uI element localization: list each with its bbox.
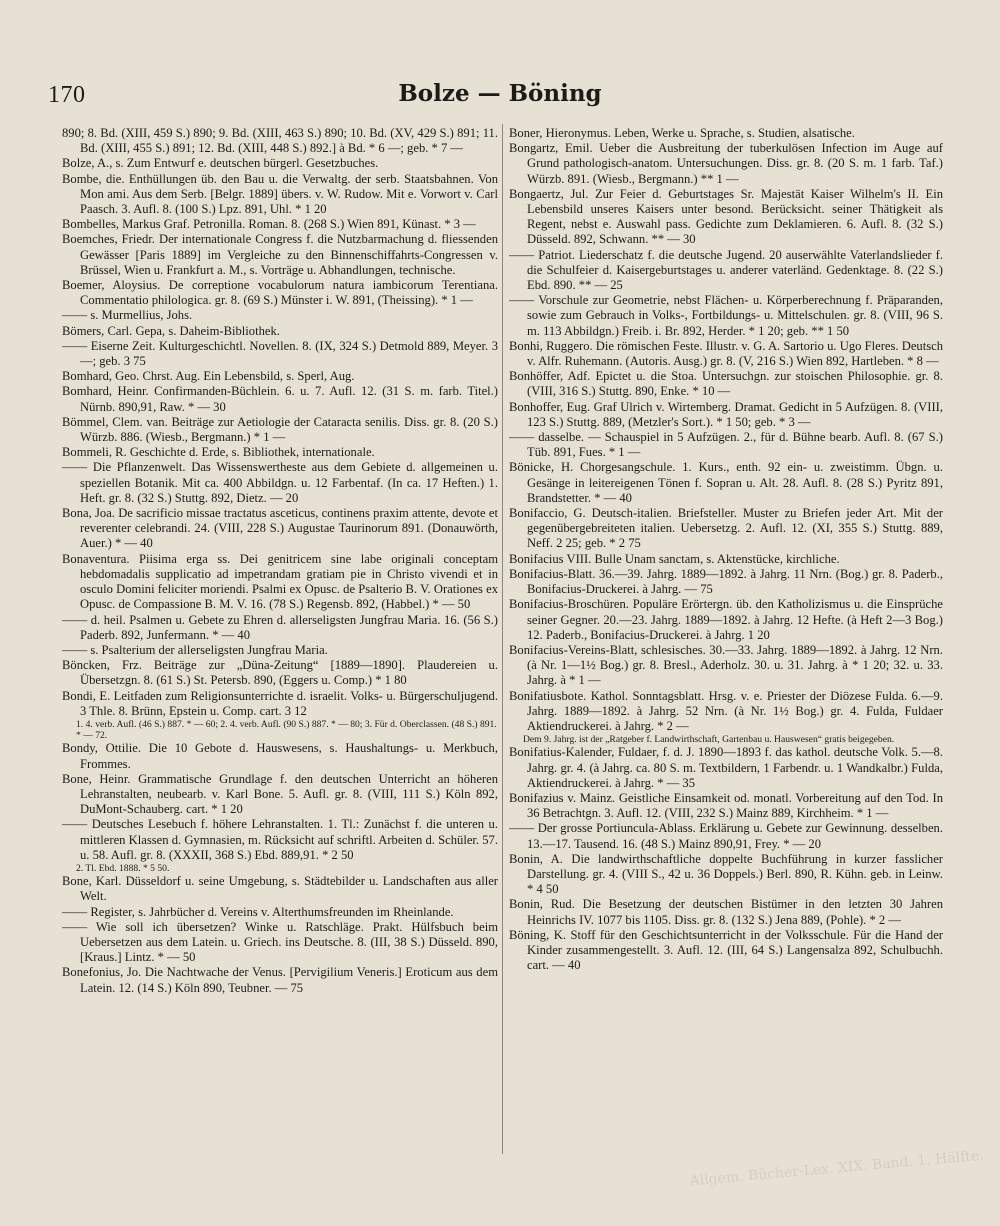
catalog-entry: Bomhard, Geo. Chrst. Aug. Ein Lebensbild, s. Sperl, Aug. [62, 369, 355, 384]
column-divider [502, 124, 503, 1154]
catalog-entry: Boemches, Friedr. Der internationale Congress f. die Nutzbarmachung d. fliessenden Gewässer [Paris 1889] im Vergleiche zu den Binnenschiffahrts-Congressen v. Brüssel, Wien u. Frankfurt a. M., s. Vorträge u. Abhandlungen, technische. [62, 232, 498, 277]
catalog-entry: Böning, K. Stoff für den Geschichtsunterricht in der Volksschule. Für die Hand der Kinder zusammengestellt. 3. Aufl. 12. (III, 64 S.) Langensalza 892, Schulbuchh. cart. — 40 [509, 927, 943, 973]
catalog-entry: Bone, Heinr. Grammatische Grundlage f. den deutschen Unterricht an höheren Lehranstalten, neubearb. v. Karl Bone. 5. Aufl. gr. 8. (VIII, 111 S.) Köln 892, DuMont-Schauberg. cart. * 1 20 [62, 771, 498, 817]
catalog-entry: Bonifatius-Kalender, Fuldaer, f. d. J. 1890—1893 f. das kathol. deutsche Volk. 5.—8. Jahrg. gr. 4. (à Jahrg. ca. 80 S. m. Textbildern, 1 Farbendr. u. 1 Wandkalbr.) Fulda, Aktiendruckerei. à Jahrg. * — 35 [509, 745, 943, 790]
catalog-entry: 890; 8. Bd. (XIII, 459 S.) 890; 9. Bd. (XIII, 463 S.) 890; 10. Bd. (XV, 429 S.) 891; 11. Bd. (XIII, 455 S.) 891; 12. Bd. (XIII, 448 S.) 892.] à Bd. * 6 —; geb. * 7 — [62, 126, 498, 156]
catalog-entry: Bongartz, Emil. Ueber die Ausbreitung der tuberkulösen Infection im Auge auf Grund pathologisch-anatom. Untersuchungen. Diss. gr. 8. (20 S. m. 1 farb. Taf.) Würzb. 891. (Wiesb., Bergmann.) ** 1 — [509, 141, 943, 186]
catalog-entry: —— Register, s. Jahrbücher d. Vereins v. Alterthumsfreunden im Rheinlande. [62, 904, 454, 919]
catalog-entry: —— Vorschule zur Geometrie, nebst Flächen- u. Körperberechnung f. Präparanden, sowie zum Gebrauch in Volks-, Fortbildungs- u. Mittelschulen. gr. 8. (VIII, 96 S. m. 113 Abbildgn.) Freib. i. Br. 892, Herder. * 1 20; geb. ** 1 50 [509, 293, 943, 338]
catalog-entry: Bömmel, Clem. van. Beiträge zur Aetiologie der Cataracta senilis. Diss. gr. 8. (20 S.) Würzb. 886. (Wiesb., Bergmann.) * 1 — [62, 414, 498, 445]
catalog-entry: Bonefonius, Jo. Die Nachtwache der Venus. [Pervigilium Veneris.] Eroticum aus dem Latein. 12. (14 S.) Köln 890, Teubner. — 75 [62, 965, 498, 995]
catalog-entry: —— Die Pflanzenwelt. Das Wissenswertheste aus dem Gebiete d. allgemeinen u. speziellen Botanik. Mit ca. 400 Abbildgn. u. 12 Farbentaf. (In ca. 17 Heften.) 1. Heft. gr. 8. (32 S.) Stuttg. 892, Dietz. — 20 [62, 460, 498, 505]
catalog-entry: Bonhoffer, Eug. Graf Ulrich v. Wirtemberg. Dramat. Gedicht in 5 Aufzügen. 8. (VIII, 123 S.) Stuttg. 889, (Metzler's Sort.). * 1 50; geb. * 3 — [509, 399, 943, 429]
page-header [0, 80, 1000, 116]
catalog-note: Dem 9. Jahrg. ist der „Ratgeber f. Landwirthschaft, Gartenbau u. Hauswesen“ gratis beigegeben. [523, 734, 895, 746]
catalog-entry: —— s. Psalterium der allerseligsten Jungfrau Maria. [62, 642, 328, 657]
catalog-entry: Bönicke, H. Chorgesangschule. 1. Kurs., enth. 92 ein- u. zweistimm. Übgn. u. Gesänge in leitereigenen Tönen f. Sopran u. Alt. 28. Aufl. 8. (28 S.) Pyritz 891, Brandstetter. * — 40 [509, 460, 943, 505]
catalog-entry: Bonin, Rud. Die Besetzung der deutschen Bistümer in den letzten 30 Jahren Heinrichs IV. 1077 bis 1105. Diss. gr. 8. (132 S.) Jena 889, (Pohle). * 2 — [509, 897, 943, 927]
catalog-entry: Bondy, Ottilie. Die 10 Gebote d. Hauswesens, s. Haushaltungs- u. Merkbuch, Frommes. [62, 741, 498, 771]
catalog-entry: —— Deutsches Lesebuch f. höhere Lehranstalten. 1. Tl.: Zunächst f. die unteren u. mittleren Klassen d. Gymnasien, m. Rücksicht auf schriftl. Arbeiten d. Schüler. 57. u. 58. Aufl. gr. 8. (XXXII, 368 S.) Ebd. 889,91. * 2 50 [62, 817, 498, 862]
catalog-entry: —— Wie soll ich übersetzen? Winke u. Ratschläge. Prakt. Hülfsbuch beim Uebersetzen aus dem Latein. u. Griech. ins Deutsche. 8. (III, 38 S.) Düsseld. 890, [Kraus.] Lintz. * — 50 [62, 919, 498, 965]
catalog-entry: —— d. heil. Psalmen u. Gebete zu Ehren d. allerseligsten Jungfrau Maria. 16. (56 S.) Paderb. 892, Junfermann. * — 40 [62, 612, 498, 642]
left-column [62, 126, 498, 1214]
catalog-entry: Bomhard, Heinr. Confirmanden-Büchlein. 6. u. 7. Aufl. 12. (31 S. m. farb. Titel.) Nürnb. 890,91, Raw. * — 30 [62, 384, 498, 414]
catalog-entry: —— Eiserne Zeit. Kulturgeschichtl. Novellen. 8. (IX, 324 S.) Detmold 889, Meyer. 3 —; geb. 3 75 [62, 338, 498, 369]
catalog-note: 1. 4. verb. Aufl. (46 S.) 887. * — 60; 2. 4. verb. Aufl. (90 S.) 887. * — 80; 3. Für d. Oberclassen. (48 S.) 891. * — 72. [76, 718, 497, 742]
catalog-entry: Bondi, E. Leitfaden zum Religionsunterrichte d. israelit. Volks- u. Bürgerschuljugend. 3 Thle. 8. Brünn, Epstein u. Comp. cart. 3 12 [62, 688, 498, 718]
catalog-entry: Bonifacius-Vereins-Blatt, schlesisches. 30.—33. Jahrg. 1889—1892. à Jahrg. 12 Nrn. (à Nr. 1—1½ Bog.) gr. 8. Bresl., Aderholz. 30. u. 31. Jahrg. à * 1 20; 32. u. 33. Jahrg. à * 1 — [509, 642, 943, 688]
catalog-entry: —— Patriot. Liederschatz f. die deutsche Jugend. 20 auserwählte Vaterlandslieder f. die Schulfeier d. Kaisergeburtstages u. anderer vaterländ. Gedenktage. 8. (22 S.) Ebd. 890. ** — 25 [509, 247, 943, 293]
catalog-entry: Bommeli, R. Geschichte d. Erde, s. Bibliothek, internationale. [62, 445, 375, 460]
catalog-entry: Bone, Karl. Düsseldorf u. seine Umgebung, s. Städtebilder u. Landschaften aus aller Welt. [62, 874, 498, 904]
bleed-through-text: Allgem. Bücher-Lex. XIX. Band. 1. Hälfte. [689, 1147, 985, 1190]
catalog-entry: Bonhöffer, Adf. Epictet u. die Stoa. Untersuchgn. zur stoischen Philosophie. gr. 8. (VIII, 316 S.) Stuttg. 890, Enke. * 10 — [509, 369, 943, 399]
catalog-entry: Bonaventura. Piisima erga ss. Dei genitricem sine labe originali conceptam hebdomadalis supplicatio ad impetrandam gratiam pie in Christo vivendi et in osculo Domini feliciter moriendi. Psalmi ex Opusc. de Psalterio B. V. Orationes ex Opusc. de Compassione B. M. V. 16. (78 S.) Regensb. 892, (Habbel.) * — 50 [62, 551, 498, 612]
catalog-entry: Bombelles, Markus Graf. Petronilla. Roman. 8. (268 S.) Wien 891, Künast. * 3 — [62, 217, 476, 232]
catalog-entry: Bonifacius-Broschüren. Populäre Erörtergn. üb. den Katholizismus u. die Einsprüche seiner Gegner. 20.—23. Jahrg. 1889—1892. à Jahrg. 12 Hefte. (à Heft 2—3 Bog.) 12. Paderb., Bonifacius-Druckerei. à Jahrg. 1 20 [509, 597, 943, 642]
page-number: 170 [48, 82, 86, 108]
catalog-entry: Bona, Joa. De sacrificio missae tractatus asceticus, continens praxim attente, devote et reverenter celebrandi. 24. (VIII, 228 S.) Augustae Taurinorum 891. (Donauwörth, Auer.) * — 40 [62, 506, 498, 551]
catalog-entry: Bombe, die. Enthüllungen üb. den Bau u. die Verwaltg. der serb. Staatsbahnen. Von Mon ami. Aus dem Serb. [Belgr. 1889] übers. v. W. Rudow. Mit e. Vorwort v. Carl Paasch. 3. Aufl. 8. (100 S.) Lpz. 891, Uhl. * 1 20 [62, 171, 498, 217]
catalog-entry: Bonin, A. Die landwirthschaftliche doppelte Buchführung in kurzer fasslicher Darstellung. gr. 4. (VIII S., 42 u. 36 Doppels.) Berl. 890, R. Kühn. geb. in Leinw. * 4 50 [509, 851, 943, 897]
running-head: Bolze — Böning [398, 80, 602, 107]
catalog-entry: Boemer, Aloysius. De correptione vocabulorum natura iambicorum Terentiana. Commentatio philologica. gr. 8. (69 S.) Münster i. W. 891, (Theissing). * 1 — [62, 278, 498, 308]
catalog-entry: Bonifaccio, G. Deutsch-italien. Briefsteller. Muster zu Briefen jeder Art. Mit der gegenübergebreiteten italien. Uebersetzg. 2. Aufl. 12. (XI, 355 S.) Stuttg. 889, Neff. 2 25; geb. * 2 75 [509, 506, 943, 551]
catalog-entry: Böncken, Frz. Beiträge zur „Düna-Zeitung“ [1889—1890]. Plaudereien u. Übersetzgn. 8. (61 S.) St. Petersb. 890, (Eggers u. Comp.) * 1 80 [62, 658, 498, 688]
catalog-entry: Bonifacius-Blatt. 36.—39. Jahrg. 1889—1892. à Jahrg. 11 Nrn. (Bog.) gr. 8. Paderb., Bonifacius-Druckerei. à Jahrg. — 75 [509, 566, 943, 597]
catalog-entry: —— Der grosse Portiuncula-Ablass. Erklärung u. Gebete zur Gewinnung. desselben. 13.—17. Tausend. 16. (48 S.) Mainz 890,91, Frey. * — 20 [509, 821, 943, 851]
catalog-entry: Bonifatiusbote. Kathol. Sonntagsblatt. Hrsg. v. e. Priester der Diözese Fulda. 6.—9. Jahrg. 1889—1892. à Jahrg. 52 Nrn. (à Nr. 1½ Bog.) gr. 4. Fulda, Fuldaer Aktiendruckerei. à Jahrg. * 2 — [509, 688, 943, 733]
catalog-entry: Bonhi, Ruggero. Die römischen Feste. Illustr. v. G. A. Sartorio u. Ugo Fleres. Deutsch v. Alfr. Ruhemann. (Autoris. Ausg.) gr. 8. (V, 216 S.) Wien 892, Hartleben. * 8 — [509, 338, 943, 369]
right-column [509, 126, 943, 1214]
catalog-note: 2. Tl. Ebd. 1888. * 5 50. [76, 862, 170, 874]
catalog-entry: Boner, Hieronymus. Leben, Werke u. Sprache, s. Studien, alsatische. [509, 126, 855, 140]
catalog-entry: Bonifazius v. Mainz. Geistliche Einsamkeit od. monatl. Vorbereitung auf den Tod. In 36 Betrachtgn. 3. Aufl. 12. (VIII, 232 S.) Mainz 889, Kirchheim. * 1 — [509, 790, 943, 821]
catalog-entry: Bolze, A., s. Zum Entwurf e. deutschen bürgerl. Gesetzbuches. [62, 156, 379, 171]
catalog-entry: Bongaertz, Jul. Zur Feier d. Geburtstages Sr. Majestät Kaiser Wilhelm's II. Ein Lebensbild unseres Kaisers unter besond. Berücksicht. seiner Thätigkeit als Regent, nebst e. Auswahl pass. Gedichte zum Deklamieren. 6. Aufl. 8. (32 S.) Düsseld. 892, Schwann. ** — 30 [509, 186, 943, 247]
catalog-entry: —— dasselbe. — Schauspiel in 5 Aufzügen. 2., für d. Bühne bearb. Aufl. 8. (67 S.) Tüb. 891, Fues. * 1 — [509, 430, 943, 460]
catalog-entry: —— s. Murmellius, Johs. [62, 308, 193, 323]
catalog-entry: Bömers, Carl. Gepa, s. Daheim-Bibliothek. [62, 323, 280, 338]
catalog-entry: Bonifacius VIII. Bulle Unam sanctam, s. Aktenstücke, kirchliche. [509, 551, 840, 566]
